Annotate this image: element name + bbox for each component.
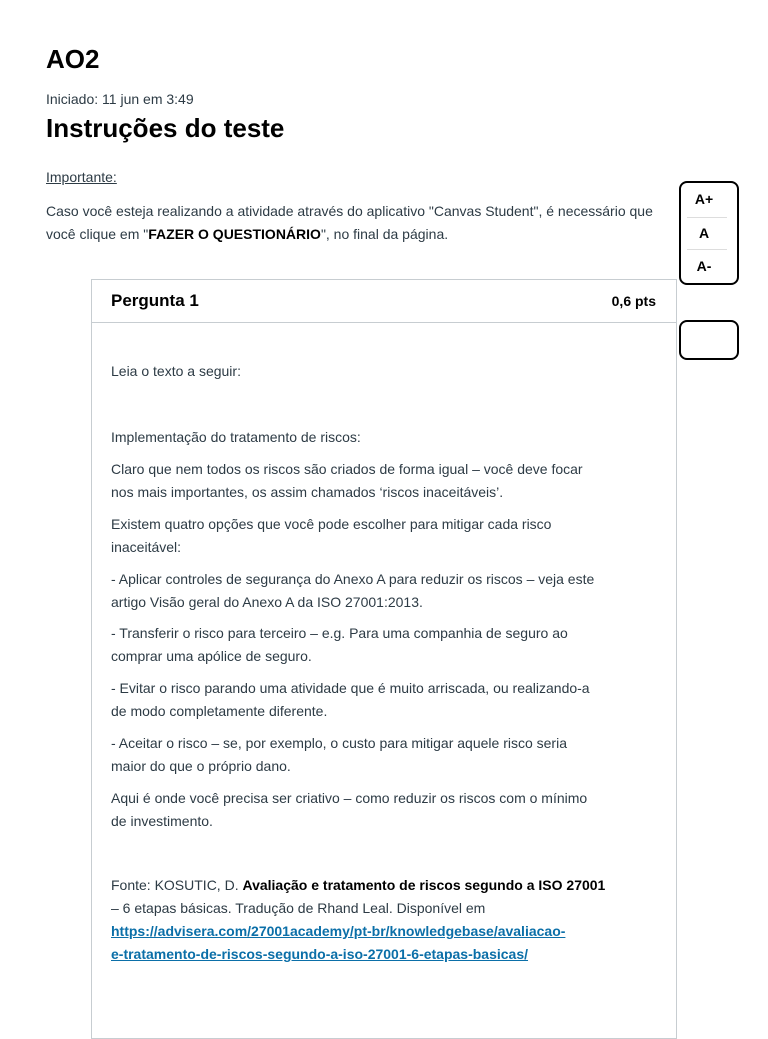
question-section-title: Implementação do tratamento de riscos: — [111, 429, 361, 445]
side-panel-button[interactable] — [679, 320, 739, 360]
text-line: de modo completamente diferente. — [111, 703, 328, 719]
text-line: nos mais importantes, os assim chamados ‘riscos inaceitáveis’. — [111, 484, 504, 500]
source-title: Avaliação e tratamento de riscos segundo a ISO 27001 — [242, 877, 606, 893]
source-link[interactable] — [111, 920, 656, 966]
started-timestamp: Iniciado: 11 jun em 3:49 — [46, 91, 194, 107]
source-link-line-2[interactable]: e-tratamento-de-riscos-segundo-a-iso-27001-6-etapas-basicas/ — [111, 946, 529, 962]
question-paragraph-4 — [111, 622, 656, 668]
question-title: Pergunta 1 — [111, 291, 199, 310]
question-card — [91, 279, 677, 1039]
text-line: - Aceitar o risco – se, por exemplo, o custo para mitigar aquele risco seria — [111, 735, 567, 751]
source-author: Fonte: KOSUTIC, D. — [111, 877, 243, 893]
question-paragraph-2 — [111, 513, 656, 559]
font-controls-divider — [687, 249, 727, 250]
instructions-line-2 — [46, 223, 686, 246]
text-line: - Transferir o risco para terceiro – e.g. Para uma companhia de seguro ao — [111, 625, 568, 641]
text-line: inaceitável: — [111, 539, 182, 555]
text-line: Claro que nem todos os riscos são criados de forma igual – você deve focar — [111, 461, 583, 477]
font-normal-button[interactable]: A — [698, 225, 710, 241]
font-size-controls — [679, 181, 739, 285]
question-paragraph-7 — [111, 787, 656, 833]
text-line: Existem quatro opções que você pode escolher para mitigar cada risco — [111, 516, 552, 532]
question-header — [92, 280, 676, 323]
text-line: - Aplicar controles de segurança do Anexo A para reduzir os riscos – veja este — [111, 571, 595, 587]
instructions-emphasis: FAZER O QUESTIONÁRIO — [148, 226, 321, 242]
text-line: comprar uma apólice de seguro. — [111, 648, 312, 664]
question-paragraph-6 — [111, 732, 656, 778]
important-label: Importante: — [46, 169, 117, 185]
text-line: de investimento. — [111, 813, 213, 829]
question-source — [111, 874, 656, 966]
source-line-1 — [111, 874, 656, 897]
font-controls-divider — [687, 217, 727, 218]
text-line: artigo Visão geral do Anexo A da ISO 27001:2013. — [111, 594, 423, 610]
question-paragraph-5 — [111, 677, 656, 723]
font-increase-button[interactable]: A+ — [694, 191, 714, 207]
instructions-text — [46, 200, 686, 246]
instructions-line-2-post: ", no final da página. — [320, 226, 449, 242]
text-line: maior do que o próprio dano. — [111, 758, 291, 774]
font-decrease-button[interactable]: A- — [696, 258, 712, 274]
question-points: 0,6 pts — [611, 293, 656, 309]
text-line: - Evitar o risco parando uma atividade que é muito arriscada, ou realizando-a — [111, 680, 590, 696]
instructions-heading: Instruções do teste — [46, 113, 285, 143]
text-line: Aqui é onde você precisa ser criativo – como reduzir os riscos com o mínimo — [111, 790, 588, 806]
question-intro: Leia o texto a seguir: — [111, 363, 241, 379]
instructions-line-1: Caso você esteja realizando a atividade através do aplicativo "Canvas Student", é necessário que — [46, 203, 653, 219]
page-title: AO2 — [46, 44, 100, 74]
question-paragraph-3 — [111, 568, 656, 614]
source-line-2: – 6 etapas básicas. Tradução de Rhand Leal. Disponível em — [111, 900, 486, 916]
instructions-line-2-pre: você clique em " — [46, 226, 149, 242]
source-link-line-1[interactable]: https://advisera.com/27001academy/pt-br/knowledgebase/avaliacao- — [111, 923, 566, 939]
question-paragraph-1 — [111, 458, 656, 504]
